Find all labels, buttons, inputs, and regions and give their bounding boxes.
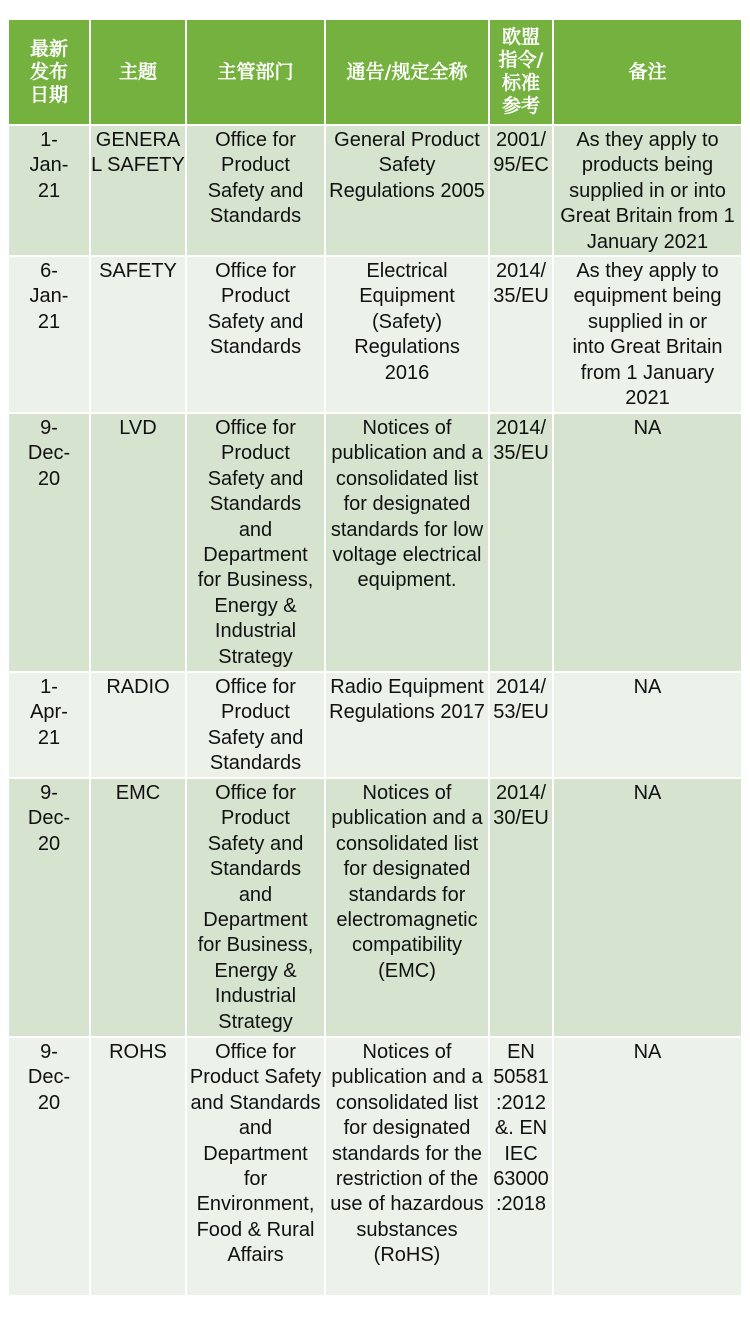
cell-department: Office for Product Safety and Standards and Department for Business, Energy & Industrial Strategy [186, 413, 325, 672]
header-eu-reference: 欧盟指令/标准参考 [489, 19, 553, 125]
cell-topic: EMC [90, 778, 186, 1037]
table-row [8, 413, 742, 672]
cell-topic: ROHS [90, 1037, 186, 1296]
cell-notes: NA [553, 1037, 742, 1296]
header-regulation-title: 通告/规定全称 [325, 19, 489, 125]
cell-date: 1-Apr-21 [8, 672, 90, 778]
cell-topic: RADIO [90, 672, 186, 778]
cell-date: 9-Dec-20 [8, 778, 90, 1037]
cell-topic: GENERAL SAFETY [90, 125, 186, 256]
table-row [8, 672, 742, 778]
cell-topic: SAFETY [90, 256, 186, 413]
cell-regulation: Electrical Equipment (Safety) Regulations 2016 [325, 256, 489, 413]
cell-department: Office for Product Safety and Standards [186, 256, 325, 413]
cell-notes: As they apply to products being supplied in or into Great Britain from 1 January 2021 [553, 125, 742, 256]
cell-date: 9-Dec-20 [8, 1037, 90, 1296]
cell-date: 6-Jan-21 [8, 256, 90, 413]
header-release-date: 最新发布日期 [8, 19, 90, 125]
cell-eu-reference: 2014/53/EU [489, 672, 553, 778]
cell-department: Office for Product Safety and Standards [186, 672, 325, 778]
table-body [8, 125, 742, 1296]
cell-regulation: General Product Safety Regulations 2005 [325, 125, 489, 256]
table-header [8, 19, 742, 125]
header-notes: 备注 [553, 19, 742, 125]
cell-notes: NA [553, 413, 742, 672]
cell-department: Office for Product Safety and Standards and Department for Business, Energy & Industrial Strategy [186, 778, 325, 1037]
cell-notes: As they apply to equipment being supplied in or into Great Britain from 1 January 2021 [553, 256, 742, 413]
cell-regulation: Notices of publication and a consolidated list for designated standards for low voltage electrical equipment. [325, 413, 489, 672]
cell-department: Office for Product Safety and Standards and Department for Environment, Food & Rural Affairs [186, 1037, 325, 1296]
header-row [8, 19, 742, 125]
regulations-table [7, 18, 743, 1297]
cell-eu-reference: 2014/35/EU [489, 256, 553, 413]
cell-department: Office for Product Safety and Standards [186, 125, 325, 256]
cell-regulation: Radio Equipment Regulations 2017 [325, 672, 489, 778]
table-row [8, 125, 742, 256]
cell-regulation: Notices of publication and a consolidated list for designated standards for electromagnetic compatibility (EMC) [325, 778, 489, 1037]
cell-eu-reference: 2014/35/EU [489, 413, 553, 672]
table-row [8, 1037, 742, 1296]
cell-eu-reference: 2014/30/EU [489, 778, 553, 1037]
cell-eu-reference: EN 50581:2012 &. EN IEC 63000:2018 [489, 1037, 553, 1296]
cell-date: 1-Jan-21 [8, 125, 90, 256]
header-topic: 主题 [90, 19, 186, 125]
cell-date: 9-Dec-20 [8, 413, 90, 672]
regulations-table-container [7, 18, 741, 1297]
cell-topic: LVD [90, 413, 186, 672]
header-department: 主管部门 [186, 19, 325, 125]
table-row [8, 778, 742, 1037]
cell-notes: NA [553, 778, 742, 1037]
cell-notes: NA [553, 672, 742, 778]
table-row [8, 256, 742, 413]
cell-eu-reference: 2001/95/EC [489, 125, 553, 256]
cell-regulation: Notices of publication and a consolidated list for designated standards for the restriction of the use of hazardous substances (RoHS) [325, 1037, 489, 1296]
